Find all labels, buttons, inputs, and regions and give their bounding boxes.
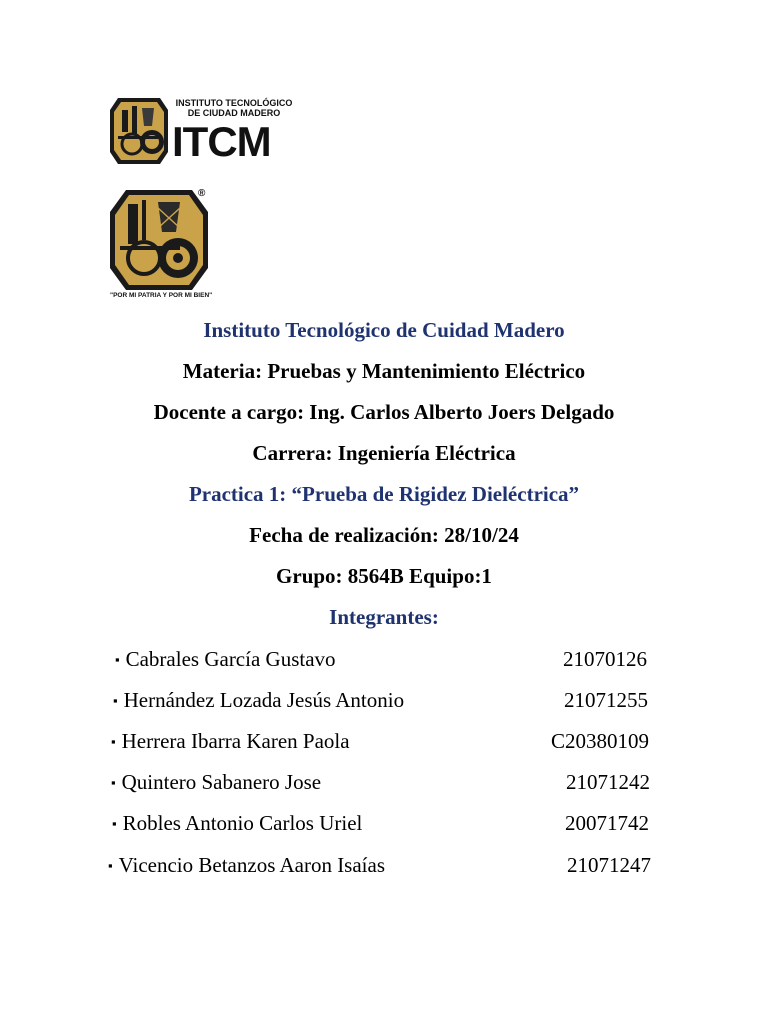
list-item [112,810,362,837]
bullet-icon: ▪ [115,652,120,667]
itcm-acronym: ITCM [172,118,271,165]
member-name: Hernández Lozada Jesús Antonio [123,688,405,712]
subject-line: Materia: Pruebas y Mantenimiento Eléctrico [182,359,586,383]
member-id: 21071247 [567,853,651,877]
member-id: 21070126 [563,647,647,671]
list-item [113,687,404,714]
member-id: 21071242 [566,770,650,794]
member-name: Robles Antonio Carlos Uriel [122,811,363,835]
motto-text: "POR MI PATRIA Y POR MI BIEN" [110,292,213,299]
member-id: 20071742 [565,811,649,835]
member-name: Herrera Ibarra Karen Paola [121,729,350,753]
career-line: Carrera: Ingeniería Eléctrica [252,441,516,465]
teacher-line: Docente a cargo: Ing. Carlos Alberto Joers Delgado [153,400,615,424]
date-line: Fecha de realización: 28/10/24 [249,523,519,547]
institution-title: Instituto Tecnológico de Cuidad Madero [203,318,565,342]
group-line: Grupo: 8564B Equipo:1 [276,564,492,588]
institution-logo-text: INSTITUTO TECNOLÓGICO DE CIUDAD MADERO [175,98,293,118]
bullet-icon: ▪ [113,693,118,708]
member-name: Cabrales García Gustavo [125,647,336,671]
itcm-seal-icon [108,188,210,292]
member-id: 21071255 [564,688,648,712]
itcm-emblem-icon [108,96,170,166]
itcm-seal-logo [108,188,218,304]
member-name: Quintero Sabanero Jose [121,770,322,794]
itcm-header-logo [108,96,293,170]
registered-mark: ® [198,188,206,199]
bullet-icon: ▪ [111,734,116,749]
list-item [111,728,350,755]
bullet-icon: ▪ [112,816,117,831]
list-item [108,852,385,879]
member-name: Vicencio Betanzos Aaron Isaías [118,853,386,877]
list-item [111,769,321,796]
bullet-icon: ▪ [111,775,116,790]
member-id: C20380109 [551,729,650,753]
practice-title: Practica 1: “Prueba de Rigidez Dieléctrica” [188,482,580,506]
members-title: Integrantes: [329,605,439,629]
list-item [115,646,336,673]
bullet-icon: ▪ [108,858,113,873]
